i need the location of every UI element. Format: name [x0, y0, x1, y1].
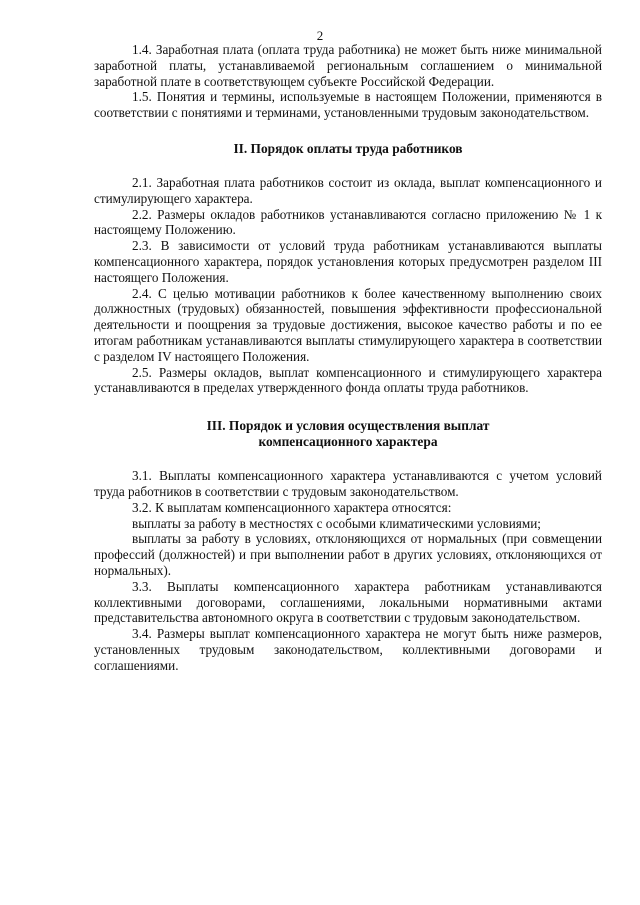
section-2-heading: II. Порядок оплаты труда работников	[233, 140, 463, 156]
paragraph-2-5: 2.5. Размеры окладов, выплат компенсационного и стимулирующего характера устанавливаются в пределах утвержденного фонда оплаты труда работников.	[94, 364, 602, 396]
paragraph-2-1: 2.1. Заработная плата работников состоит из оклада, выплат компенсационного и стимулирующего характера.	[94, 174, 602, 206]
paragraph-3-3: 3.3. Выплаты компенсационного характера работникам устанавливаются коллективными договорами, соглашениями, локальными нормативными актами представительства автономного округа в соответствии с трудовым законодательством.	[94, 578, 602, 626]
document-body	[94, 42, 602, 674]
paragraph-3-4: 3.4. Размеры выплат компенсационного характера не могут быть ниже размеров, установленных трудовым законодательством, коллективными договорами и соглашениями.	[94, 626, 602, 673]
page-number: 2	[316, 28, 324, 43]
paragraph-2-4: 2.4. С целью мотивации работников к более качественному выполнению своих должностных (трудовых) обязанностей, повышения эффективности профессиональной деятельности и поощрения за трудовые достижения, высокое качество работы и по ее итогам работникам устанавливаются выплаты стимулирующего характера в соответствии с разделом IV настоящего Положения.	[94, 285, 602, 364]
paragraph-2-2: 2.2. Размеры окладов работников устанавливаются согласно приложению № 1 к настоящему Положению.	[94, 206, 602, 238]
paragraph-2-3: 2.3. В зависимости от условий труда работникам устанавливаются выплаты компенсационного характера, порядок установления которых предусмотрен разделом III настоящего Положения.	[94, 238, 602, 285]
list-item-abnormal-conditions: выплаты за работу в условиях, отклоняющихся от нормальных (при совмещении профессий (должностей) и при выполнении работ в других условиях, отклоняющихся от нормальных).	[94, 531, 602, 578]
paragraph-3-2: 3.2. К выплатам компенсационного характера относятся:	[132, 499, 452, 515]
section-3-heading-line-1: III. Порядок и условия осуществления выплат	[206, 418, 490, 434]
paragraph-1-4: 1.4. Заработная плата (оплата труда работника) не может быть ниже минимальной заработной платы, устанавливаемой региональным соглашением о минимальной заработной плате в соответствующем субъекте Российской Федерации.	[94, 42, 602, 89]
list-item-climatic: выплаты за работу в местностях с особыми климатическими условиями;	[132, 515, 541, 531]
paragraph-1-5: 1.5. Понятия и термины, используемые в настоящем Положении, применяются в соответствии с понятиями и терминами, установленными трудовым законодательством.	[94, 89, 602, 121]
paragraph-3-1: 3.1. Выплаты компенсационного характера устанавливаются с учетом условий труда работников в соответствии с трудовым законодательством.	[94, 468, 602, 499]
section-3-heading-line-2: компенсационного характера	[258, 434, 438, 450]
section-3-heading	[94, 418, 602, 450]
